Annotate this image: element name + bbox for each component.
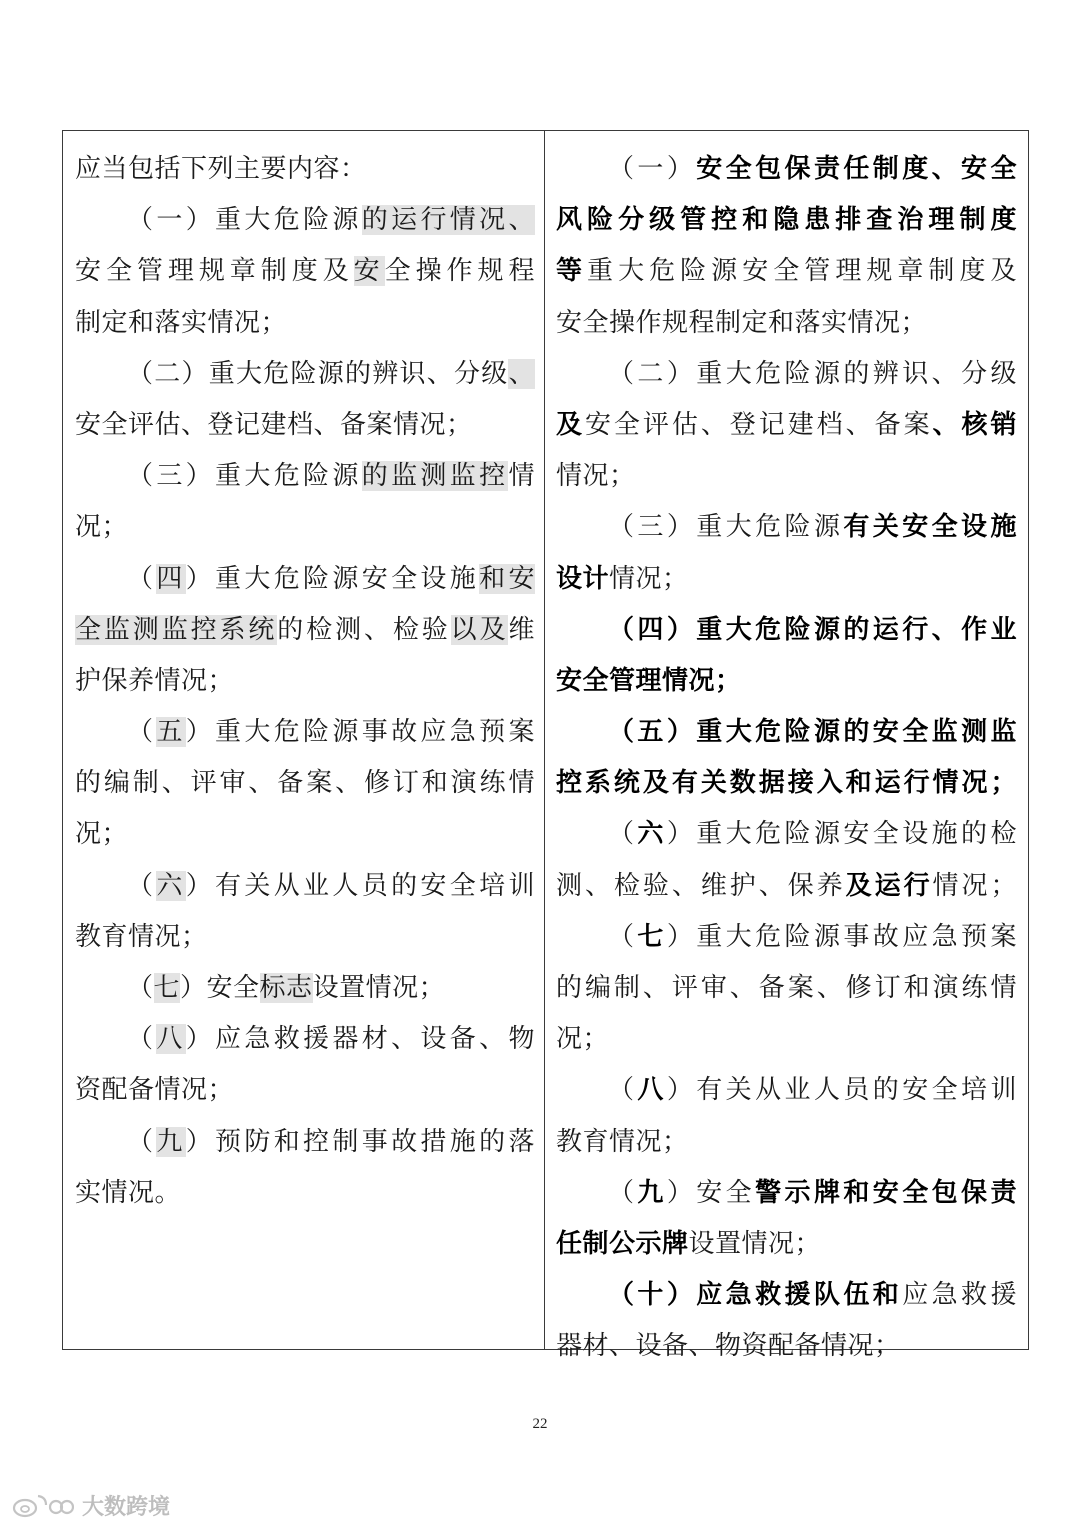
highlighted-text: 安: [353, 256, 385, 287]
text-segment: 情况；: [556, 461, 636, 492]
bold-text: 六: [637, 819, 667, 850]
right-column-line: [556, 1321, 1017, 1372]
text-segment: ）应急救援器材、设备、物: [185, 1024, 535, 1055]
text-segment: （: [608, 819, 638, 850]
text-segment: 安全评估、登记建档、备案情况；: [75, 409, 473, 440]
text-segment: 教育情况；: [75, 921, 208, 952]
bold-text: 及运行: [845, 870, 933, 901]
right-column-line: [556, 963, 1017, 1014]
text-segment: （三）重大危险源: [127, 461, 362, 492]
left-column-line: [75, 1014, 535, 1065]
right-column-line: [556, 451, 1017, 502]
text-segment: ）预防和控制事故措施的落: [185, 1126, 535, 1157]
highlighted-text: 四: [156, 563, 186, 594]
bold-text: 设计: [556, 563, 610, 594]
left-column-line: [75, 400, 535, 451]
text-segment: 况；: [75, 512, 129, 543]
left-column-line: [75, 554, 535, 605]
highlighted-text: 和安: [479, 563, 535, 594]
column-divider: [544, 131, 545, 1349]
right-column-line: [556, 758, 1017, 809]
bold-text: （四）重大危险源的运行、作业: [608, 614, 1017, 645]
text-segment: ）重大危险源安全设施的检: [666, 819, 1017, 850]
text-segment: 的编制、评审、备案、修订和演练情: [75, 768, 535, 799]
left-column-line: [75, 809, 535, 860]
right-column-line: [556, 195, 1017, 246]
text-segment: 的编制、评审、备案、修订和演练情: [556, 973, 1017, 1003]
text-segment: ）重大危险源事故应急预案: [666, 921, 1017, 952]
text-segment: 测、检验、维护、保养: [556, 870, 846, 901]
text-segment: 安全操作规程制定和落实情况；: [556, 307, 928, 338]
left-column-line: [75, 298, 535, 349]
left-column-line: [75, 1065, 535, 1116]
text-segment: 况；: [556, 1024, 610, 1055]
right-column-line: [556, 1117, 1017, 1168]
original-text-column: [75, 144, 535, 1219]
text-segment: 设置情况；: [688, 1228, 822, 1259]
text-segment: 维: [508, 614, 535, 645]
text-segment: 设置情况；: [312, 973, 446, 1003]
left-column-line: [75, 502, 535, 553]
right-column-line: [556, 298, 1017, 349]
text-segment: ）安全: [180, 973, 260, 1003]
bold-text: 警示牌和安全包保责: [755, 1177, 1017, 1208]
left-column-line: [75, 144, 535, 195]
right-column-line: [556, 656, 1017, 707]
text-segment: （: [608, 1177, 638, 1208]
text-segment: ）重大危险源事故应急预案: [185, 717, 535, 748]
highlighted-text: 七: [153, 973, 181, 1003]
left-column-line: [75, 195, 535, 246]
right-column-line: [556, 1270, 1017, 1321]
highlighted-text: 全监测监控系统: [75, 614, 278, 645]
text-segment: （二）重大危险源的辨识、分级: [127, 358, 509, 389]
highlighted-text: 、: [508, 358, 535, 389]
text-segment: ）有关从业人员的安全培训: [666, 1075, 1017, 1106]
text-segment: 情况；: [609, 563, 689, 594]
text-segment: 教育情况；: [556, 1126, 689, 1157]
right-column-line: [556, 1065, 1017, 1116]
text-segment: （一）: [608, 154, 697, 184]
bold-text: （五）重大危险源的安全监测监: [608, 717, 1017, 748]
highlighted-text: 标志: [259, 973, 313, 1003]
text-segment: （三）重大危险源: [608, 512, 844, 543]
bold-text: 安全包保责任制度、安全: [696, 154, 1017, 184]
right-column-line: [556, 502, 1017, 553]
bold-text: 有关安全设施: [843, 512, 1017, 543]
text-segment: （一）重大危险源: [127, 205, 362, 236]
highlighted-text: 八: [156, 1024, 186, 1055]
text-segment: ）安全: [666, 1177, 756, 1208]
right-column-line: [556, 707, 1017, 758]
bold-text: 等: [556, 256, 588, 287]
page-number: 22: [532, 1416, 548, 1432]
bold-text: 、核销: [932, 409, 1017, 440]
text-segment: 况；: [75, 819, 129, 850]
left-column-line: [75, 861, 535, 912]
text-segment: （: [127, 870, 157, 901]
text-segment: 安全管理规章制度及: [75, 256, 354, 287]
text-segment: （: [127, 563, 157, 594]
left-column-line: [75, 349, 535, 400]
left-column-line: [75, 707, 535, 758]
right-column-line: [556, 400, 1017, 451]
text-segment: 重大危险源安全管理规章制度及: [587, 256, 1017, 287]
bold-text: 风险分级管控和隐患排查治理制度: [556, 205, 1017, 236]
weibo-logo-icon: [10, 1491, 74, 1519]
highlighted-text: 的监测监控: [361, 461, 509, 492]
right-column-line: [556, 246, 1017, 297]
text-segment: 情: [508, 461, 535, 492]
text-segment: 护保养情况；: [75, 665, 235, 696]
bold-text: 任制公示牌: [556, 1228, 689, 1259]
left-column-line: [75, 451, 535, 502]
watermark-text: 大数跨境: [82, 1494, 171, 1520]
watermark: [10, 1490, 170, 1520]
text-segment: ）重大危险源安全设施: [185, 563, 480, 594]
text-segment: 实情况。: [75, 1177, 182, 1208]
highlighted-text: 五: [156, 717, 186, 748]
left-column-line: [75, 1168, 535, 1219]
highlighted-text: 九: [156, 1126, 186, 1157]
right-column-line: [556, 349, 1017, 400]
right-column-line: [556, 1219, 1017, 1270]
text-segment: （二）重大危险源的辨识、分级: [608, 358, 1017, 389]
bold-text: 八: [637, 1075, 667, 1106]
bold-text: 七: [637, 921, 667, 952]
left-column-line: [75, 912, 535, 963]
left-column-line: [75, 605, 535, 656]
text-segment: 全操作规程: [384, 256, 535, 287]
right-column-line: [556, 605, 1017, 656]
right-column-line: [556, 912, 1017, 963]
text-segment: 器材、设备、物资配备情况；: [556, 1331, 901, 1362]
text-segment: 应当包括下列主要内容：: [75, 154, 367, 184]
bold-text: 安全管理情况；: [556, 665, 742, 696]
text-segment: （: [127, 973, 154, 1003]
text-segment: 应急救援: [902, 1280, 1017, 1311]
revised-text-column: [556, 144, 1017, 1373]
text-segment: 资配备情况；: [75, 1075, 235, 1106]
right-column-line: [556, 1014, 1017, 1065]
bold-text: 控系统及有关数据接入和运行情况；: [556, 768, 1017, 799]
highlighted-text: 以及: [450, 614, 509, 645]
text-segment: （: [608, 921, 638, 952]
text-segment: 的检测、检验: [277, 614, 451, 645]
left-column-line: [75, 656, 535, 707]
text-segment: （: [127, 1126, 157, 1157]
left-column-line: [75, 758, 535, 809]
right-column-line: [556, 554, 1017, 605]
right-column-line: [556, 809, 1017, 860]
text-segment: 制定和落实情况；: [75, 307, 288, 338]
bold-text: 九: [637, 1177, 667, 1208]
text-segment: （: [127, 1024, 157, 1055]
text-segment: 安全评估、登记建档、备案: [584, 409, 933, 440]
text-segment: ）有关从业人员的安全培训: [185, 870, 535, 901]
right-column-line: [556, 1168, 1017, 1219]
comparison-table: [62, 130, 1029, 1362]
left-column-line: [75, 246, 535, 297]
text-segment: （: [608, 1075, 638, 1106]
text-segment: （: [127, 717, 157, 748]
left-column-line: [75, 963, 535, 1014]
highlighted-text: 的运行情况、: [361, 205, 535, 236]
bold-text: 及: [556, 409, 585, 440]
text-segment: 情况；: [932, 870, 1017, 901]
left-column-line: [75, 1117, 535, 1168]
highlighted-text: 六: [156, 870, 186, 901]
bold-text: （十）应急救援队伍和: [608, 1280, 903, 1311]
right-column-line: [556, 144, 1017, 195]
right-column-line: [556, 861, 1017, 912]
